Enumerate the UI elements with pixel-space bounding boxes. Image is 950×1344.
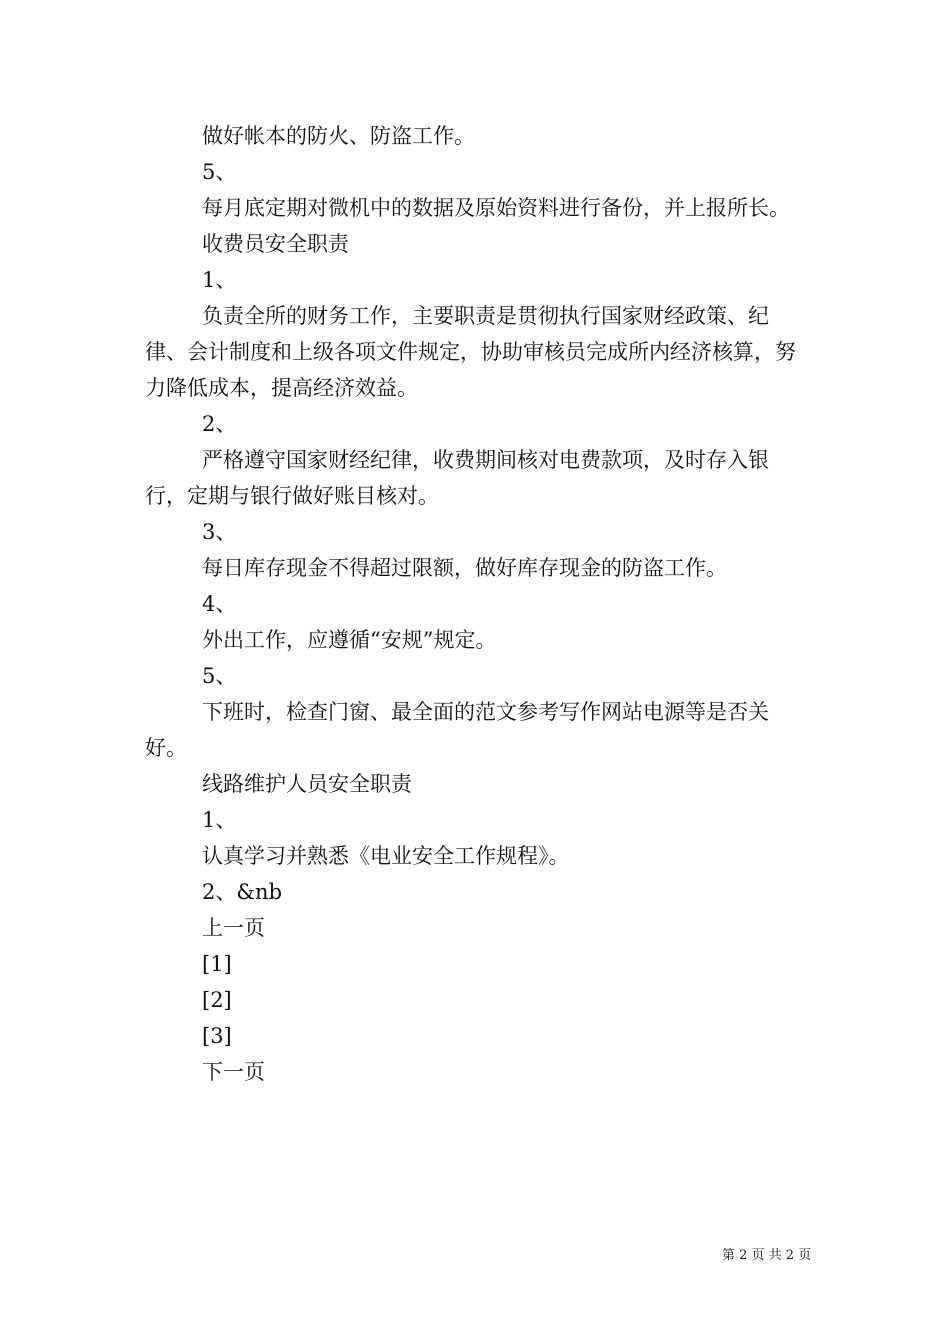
paragraph: 严格遵守国家财经纪律，收费期间核对电费款项，及时存入银行，定期与银行做好账目核对。 [145,448,769,508]
pagination-page-3[interactable] [145,1018,810,1054]
list-number: 2、&nb [202,880,283,904]
paragraph: 每月底定期对微机中的数据及原始资料进行备份，并上报所长。 [202,196,790,220]
page-link-3[interactable]: [3] [202,1024,232,1048]
list-number: 3、 [202,520,237,544]
pagination-page-2[interactable] [145,982,810,1018]
page-footer: 第 2 页 共 2 页 [722,1248,812,1263]
paragraph: 外出工作，应遵循“安规”规定。 [202,628,497,652]
list-number: 2、 [202,412,237,436]
paragraph: 认真学习并熟悉《电业安全工作规程》。 [202,844,570,868]
list-number: 1、 [202,808,237,832]
document-body [145,118,810,1090]
pagination-prev[interactable] [145,910,810,946]
list-number: 5、 [202,160,237,184]
pagination-next[interactable] [145,1054,810,1090]
page-link-1[interactable]: [1] [202,952,232,976]
list-number: 5、 [202,664,237,688]
page-link-2[interactable]: [2] [202,988,232,1012]
pagination-page-1[interactable] [145,946,810,982]
paragraph: 每日库存现金不得超过限额，做好库存现金的防盗工作。 [202,556,727,580]
list-number: 4、 [202,592,237,616]
next-page-link[interactable]: 下一页 [202,1060,265,1084]
paragraph: 负责全所的财务工作，主要职责是贯彻执行国家财经政策、纪律、会计制度和上级各项文件规定，协助审核员完成所内经济核算，努力降低成本，提高经济效益。 [145,304,796,400]
paragraph: 做好帐本的防火、防盗工作。 [202,124,475,148]
paragraph: 下班时，检查门窗、最全面的范文参考写作网站电源等是否关好。 [145,700,769,760]
list-number: 1、 [202,268,237,292]
section-heading: 收费员安全职责 [202,232,349,256]
prev-page-link[interactable]: 上一页 [202,916,265,940]
section-heading: 线路维护人员安全职责 [202,772,412,796]
